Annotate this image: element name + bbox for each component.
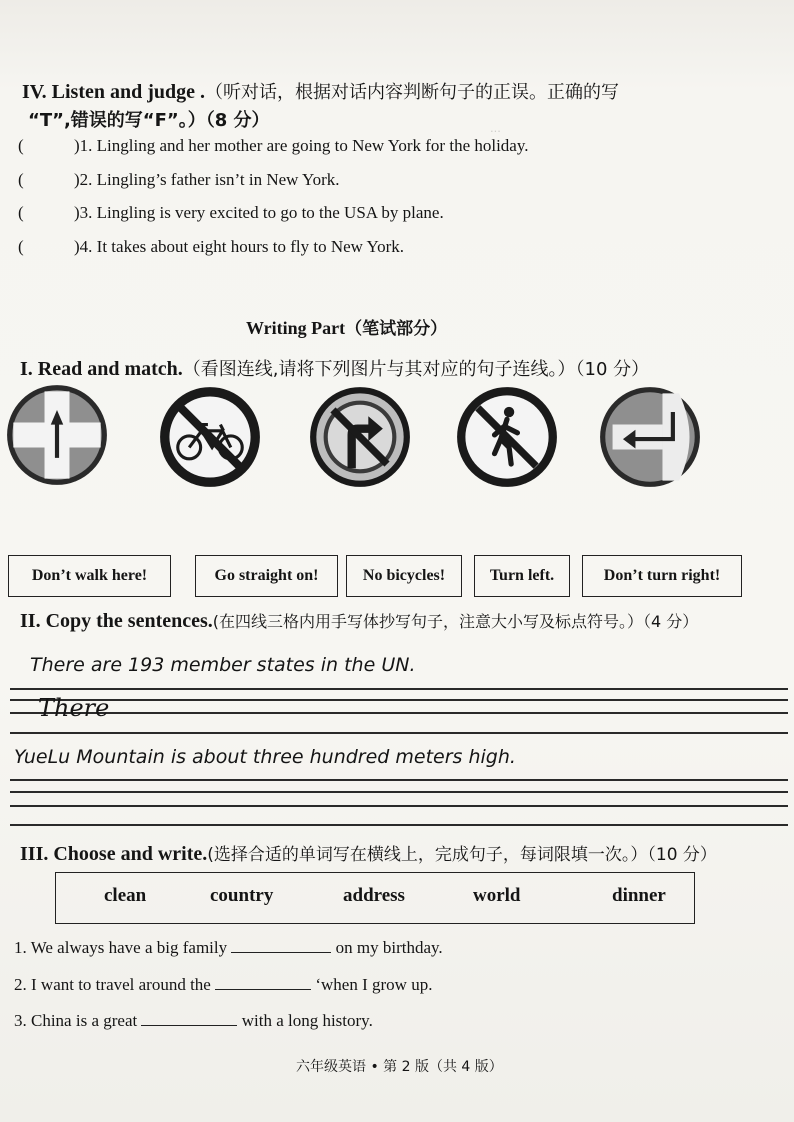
handwritten-answer: There bbox=[38, 694, 110, 722]
section3-instruction: (选择合适的单词写在横线上，完成句子，每词限填一次。）（10 分） bbox=[207, 845, 717, 865]
writing-part-cn: （笔试部分） bbox=[345, 319, 448, 339]
sentence-after: ‘when I grow up. bbox=[315, 975, 433, 994]
section1-instruction: （看图连线,请将下列图片与其对应的句子连线。）（10 分） bbox=[182, 359, 650, 380]
answer-paren: ( bbox=[18, 203, 24, 222]
no-walking-sign-icon[interactable] bbox=[455, 385, 559, 489]
word-address: address bbox=[343, 885, 405, 906]
label-go-straight-on[interactable] bbox=[195, 555, 338, 597]
answer-paren: ( bbox=[18, 170, 24, 189]
writing-part-heading bbox=[246, 314, 447, 339]
answer-paren: ( bbox=[18, 136, 24, 155]
section2-heading bbox=[20, 609, 698, 633]
answer-slot-1[interactable] bbox=[28, 138, 66, 156]
answer-paren: ( bbox=[18, 237, 24, 256]
sentence-after: on my birthday. bbox=[335, 938, 443, 957]
label-text: Don’t walk here! bbox=[31, 567, 148, 584]
no-bicycles-sign-icon[interactable] bbox=[158, 385, 262, 489]
judge-item-text: )2. Lingling’s father isn’t in New York. bbox=[74, 170, 340, 189]
fill-sentence-1 bbox=[14, 938, 443, 958]
section4-instruction-1: （听对话，根据对话内容判断句子的正误。正确的写 bbox=[205, 82, 620, 103]
section2-instruction: (在四线三格内用手写体抄写句子，注意大小写及标点符号。）（4 分） bbox=[212, 612, 699, 631]
word-world: world bbox=[473, 885, 521, 906]
turn-left-sign-icon[interactable] bbox=[598, 385, 702, 489]
copy-area-1[interactable] bbox=[10, 686, 788, 736]
section2-title: II. Copy the sentences. bbox=[20, 610, 213, 632]
word-dinner: dinner bbox=[612, 885, 666, 906]
judge-item-2 bbox=[18, 170, 340, 190]
copy-sentence-1: There are 193 member states in the UN. bbox=[30, 654, 416, 676]
label-dont-turn-right[interactable] bbox=[582, 555, 742, 597]
go-straight-sign-icon[interactable] bbox=[5, 383, 109, 487]
judge-item-text: )4. It takes about eight hours to fly to New York. bbox=[74, 237, 405, 256]
label-no-bicycles[interactable] bbox=[346, 555, 462, 597]
label-text: Turn left. bbox=[489, 567, 555, 584]
section4-instruction-2: “T”,错误的写“F”。）（8 分） bbox=[28, 110, 270, 131]
blank-3[interactable] bbox=[141, 1011, 237, 1026]
section3-heading bbox=[20, 840, 717, 866]
judge-item-3 bbox=[18, 203, 444, 223]
section1-title: I. Read and match. bbox=[20, 358, 183, 380]
label-text: Go straight on! bbox=[214, 567, 319, 584]
page-footer: 六年级英语 • 第 2 版（共 4 版） bbox=[296, 1059, 503, 1075]
label-dont-walk-here[interactable] bbox=[8, 555, 171, 597]
word-bank bbox=[55, 872, 695, 924]
label-text: Don’t turn right! bbox=[603, 567, 721, 584]
copy-sentence-2: YueLu Mountain is about three hundred meters high. bbox=[14, 746, 516, 768]
answer-slot-2[interactable] bbox=[28, 172, 66, 190]
bleed-through-text: ... bbox=[490, 120, 501, 135]
answer-slot-3[interactable] bbox=[28, 205, 66, 223]
fill-sentence-3 bbox=[14, 1011, 373, 1031]
blank-1[interactable] bbox=[231, 938, 331, 953]
blank-2[interactable] bbox=[215, 975, 311, 990]
section4-title: IV. Listen and judge . bbox=[22, 81, 206, 103]
label-turn-left[interactable] bbox=[474, 555, 570, 597]
label-text: No bicycles! bbox=[362, 567, 446, 584]
sentence-after: with a long history. bbox=[241, 1011, 373, 1030]
answer-slot-4[interactable] bbox=[28, 239, 66, 257]
judge-item-1 bbox=[18, 136, 529, 156]
sentence-before: 1. We always have a big family bbox=[14, 938, 228, 957]
word-clean: clean bbox=[104, 885, 147, 906]
section1-heading bbox=[20, 355, 649, 381]
sentence-before: 2. I want to travel around the bbox=[14, 975, 211, 994]
fill-sentence-2 bbox=[14, 975, 432, 995]
writing-part-title: Writing Part bbox=[246, 318, 346, 338]
judge-item-text: )1. Lingling and her mother are going to New York for the holiday. bbox=[74, 136, 529, 155]
copy-area-2[interactable] bbox=[10, 777, 788, 827]
judge-item-4 bbox=[18, 237, 404, 257]
sentence-before: 3. China is a great bbox=[14, 1011, 138, 1030]
judge-item-text: )3. Lingling is very excited to go to the USA by plane. bbox=[74, 203, 444, 222]
no-right-turn-sign-icon[interactable] bbox=[308, 385, 412, 489]
section4-heading-line2 bbox=[28, 106, 270, 132]
section4-heading bbox=[22, 78, 619, 104]
word-country: country bbox=[210, 885, 274, 906]
section3-title: III. Choose and write. bbox=[20, 843, 208, 865]
